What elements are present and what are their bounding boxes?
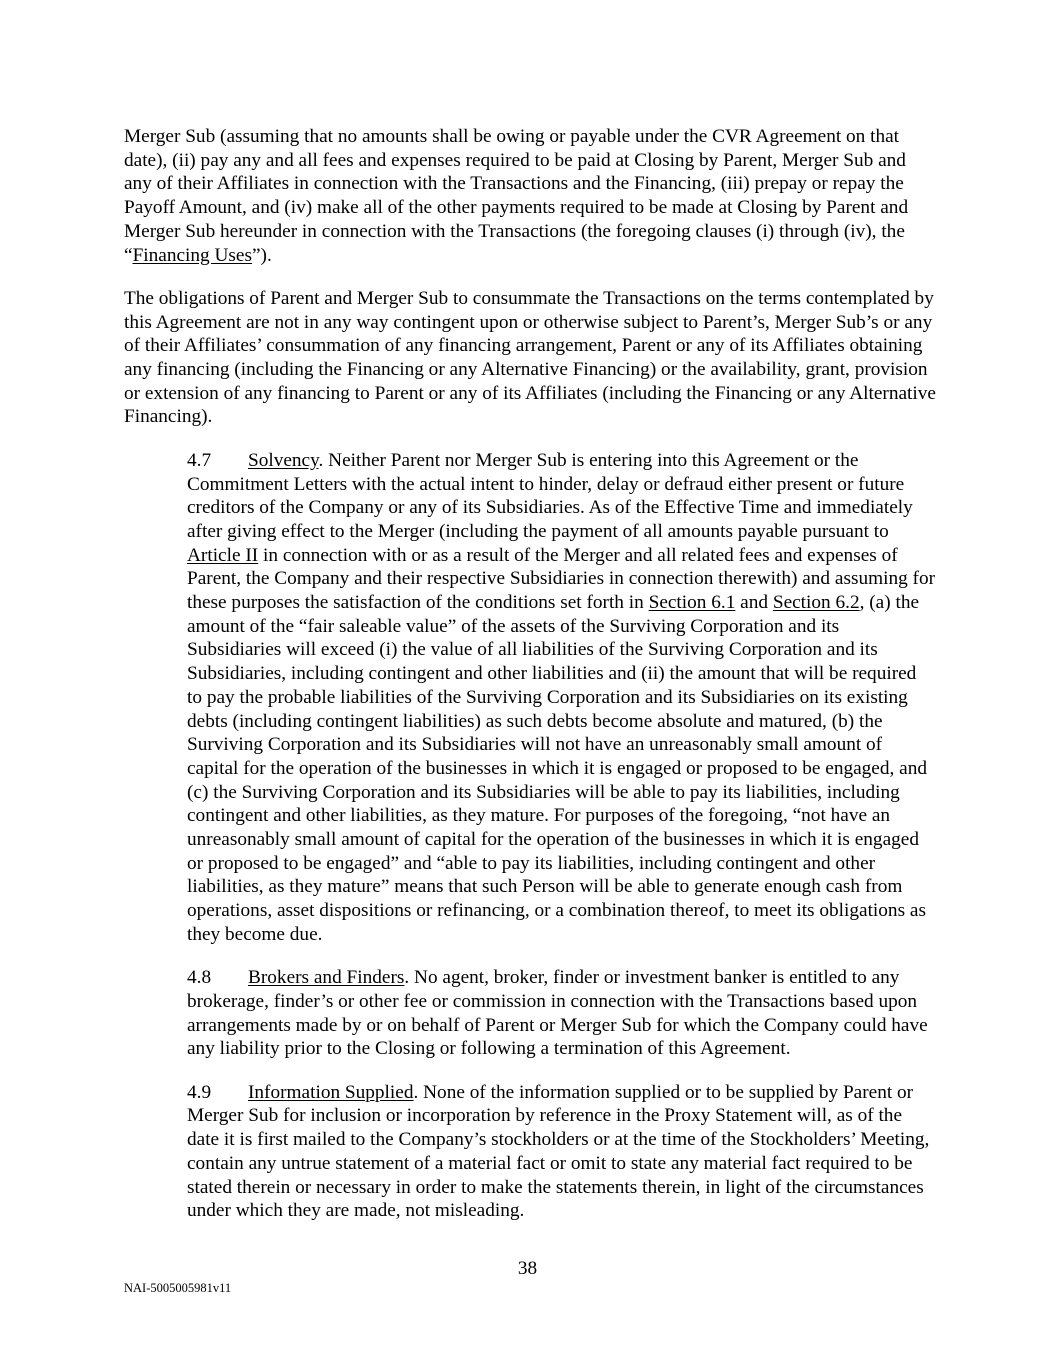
paragraph-financing-obligations: The obligations of Parent and Merger Sub to consummate the Transactions on the terms contemplated by this Agreement are not in any way contingent upon or otherwise subject to Parent’s, Merger Sub’s or any of their Affiliates’ consummation of any financing arrangement, Parent or any of its Affiliates obtaining any financing (including the Financing or any Alternative Financing) or the availability, grant, provision or extension of any financing to Parent or any of its Affiliates (including the Financing or any Alternative Financing). [124,287,936,428]
section-number: 4.8 [187,967,212,989]
cross-reference-section-6-2: Section 6.2 [772,592,860,614]
section-4-8 [124,966,936,1061]
cross-reference-section-6-1: Section 6.1 [648,592,736,614]
section-4-7 [124,449,936,947]
section-heading-brokers-and-finders: Brokers and Finders [248,967,405,989]
document-body [124,125,936,1243]
paragraph-text: Merger Sub (assuming that no amounts shall be owing or payable under the CVR Agreement on that date), (ii) pay any and all fees and expenses required to be paid at Closing by Parent, Merger Sub and any of their Affiliates in connection with the Transactions and the Financing, (iii) prepay or repay the Payoff Amount, and (iv) make all of the other payments required to be made at Closing by Parent and Merger Sub hereunder in connection with the Transactions (the foregoing clauses (i) through (iv), the “ [124,126,909,266]
section-heading-information-supplied: Information Supplied [248,1081,414,1103]
section-number: 4.7 [187,449,212,471]
defined-term-financing-uses: Financing Uses [132,244,252,266]
section-number: 4.9 [187,1081,212,1103]
section-text: . No agent, broker, finder or investment banker is entitled to any brokerage, finder’s or other fee or commission in connection with the Transactions based upon arrangements made by or on behalf of Parent or Merger Sub for which the Company could have any liability prior to the Closing or following a termination of this Agreement. [187,967,928,1060]
section-text: in connection with or as a result of the Merger and all related fees and expenses of Parent, the Company and their respective Subsidiaries in connection therewith) and assuming for these purposes the satisfaction of the conditions set forth in [187,544,936,614]
document-id: NAI-5005005981v11 [124,1281,232,1295]
cross-reference-article-ii: Article II [187,544,259,566]
section-text: and [735,592,773,614]
section-text: . None of the information supplied or to be supplied by Parent or Merger Sub for inclusion or incorporation by reference in the Proxy Statement will, as of the date it is first mailed to the Company’s stockholders or at the time of the Stockholders’ Meeting, contain any untrue statement of a material fact or omit to state any material fact required to be stated therein or necessary in order to make the statements therein, in light of the circumstances under which they are made, not misleading. [187,1081,930,1222]
page-number: 38 [517,1258,538,1279]
paragraph-financing-uses [124,125,936,267]
section-text: . Neither Parent nor Merger Sub is entering into this Agreement or the Commitment Letters with the actual intent to hinder, delay or defraud either present or future creditors of the Company or any of its Subsidiaries. As of the Effective Time and immediately after giving effect to the Merger (including the payment of all amounts payable pursuant to [187,449,913,542]
section-heading-solvency: Solvency [248,449,319,471]
section-text: , (a) the amount of the “fair saleable value” of the assets of the Surviving Corporation and its Subsidiaries will exceed (i) the value of all liabilities of the Surviving Corporation and its Subsidiaries, including contingent and other liabilities and (ii) the amount that will be required to pay the probable liabilities of the Surviving Corporation and its Subsidiaries on its existing debts (including contingent liabilities) as such debts become absolute and matured, (b) the Surviving Corporation and its Subsidiaries will not have an unreasonably small amount of capital for the operation of the businesses in which it is engaged or proposed to be engaged, and (c) the Surviving Corporation and its Subsidiaries will be able to pay its liabilities, including contingent and other liabilities, as they mature. For purposes of the foregoing, “not have an unreasonably small amount of capital for the operation of the businesses in which it is engaged or proposed to be engaged” and “able to pay its liabilities, including contingent and other liabilities, as they mature” means that such Person will be able to generate enough cash from operations, asset dispositions or refinancing, or a combination thereof, to meet its obligations as they become due. [187,592,927,945]
section-4-9 [124,1081,936,1223]
paragraph-text: ”). [252,244,272,266]
